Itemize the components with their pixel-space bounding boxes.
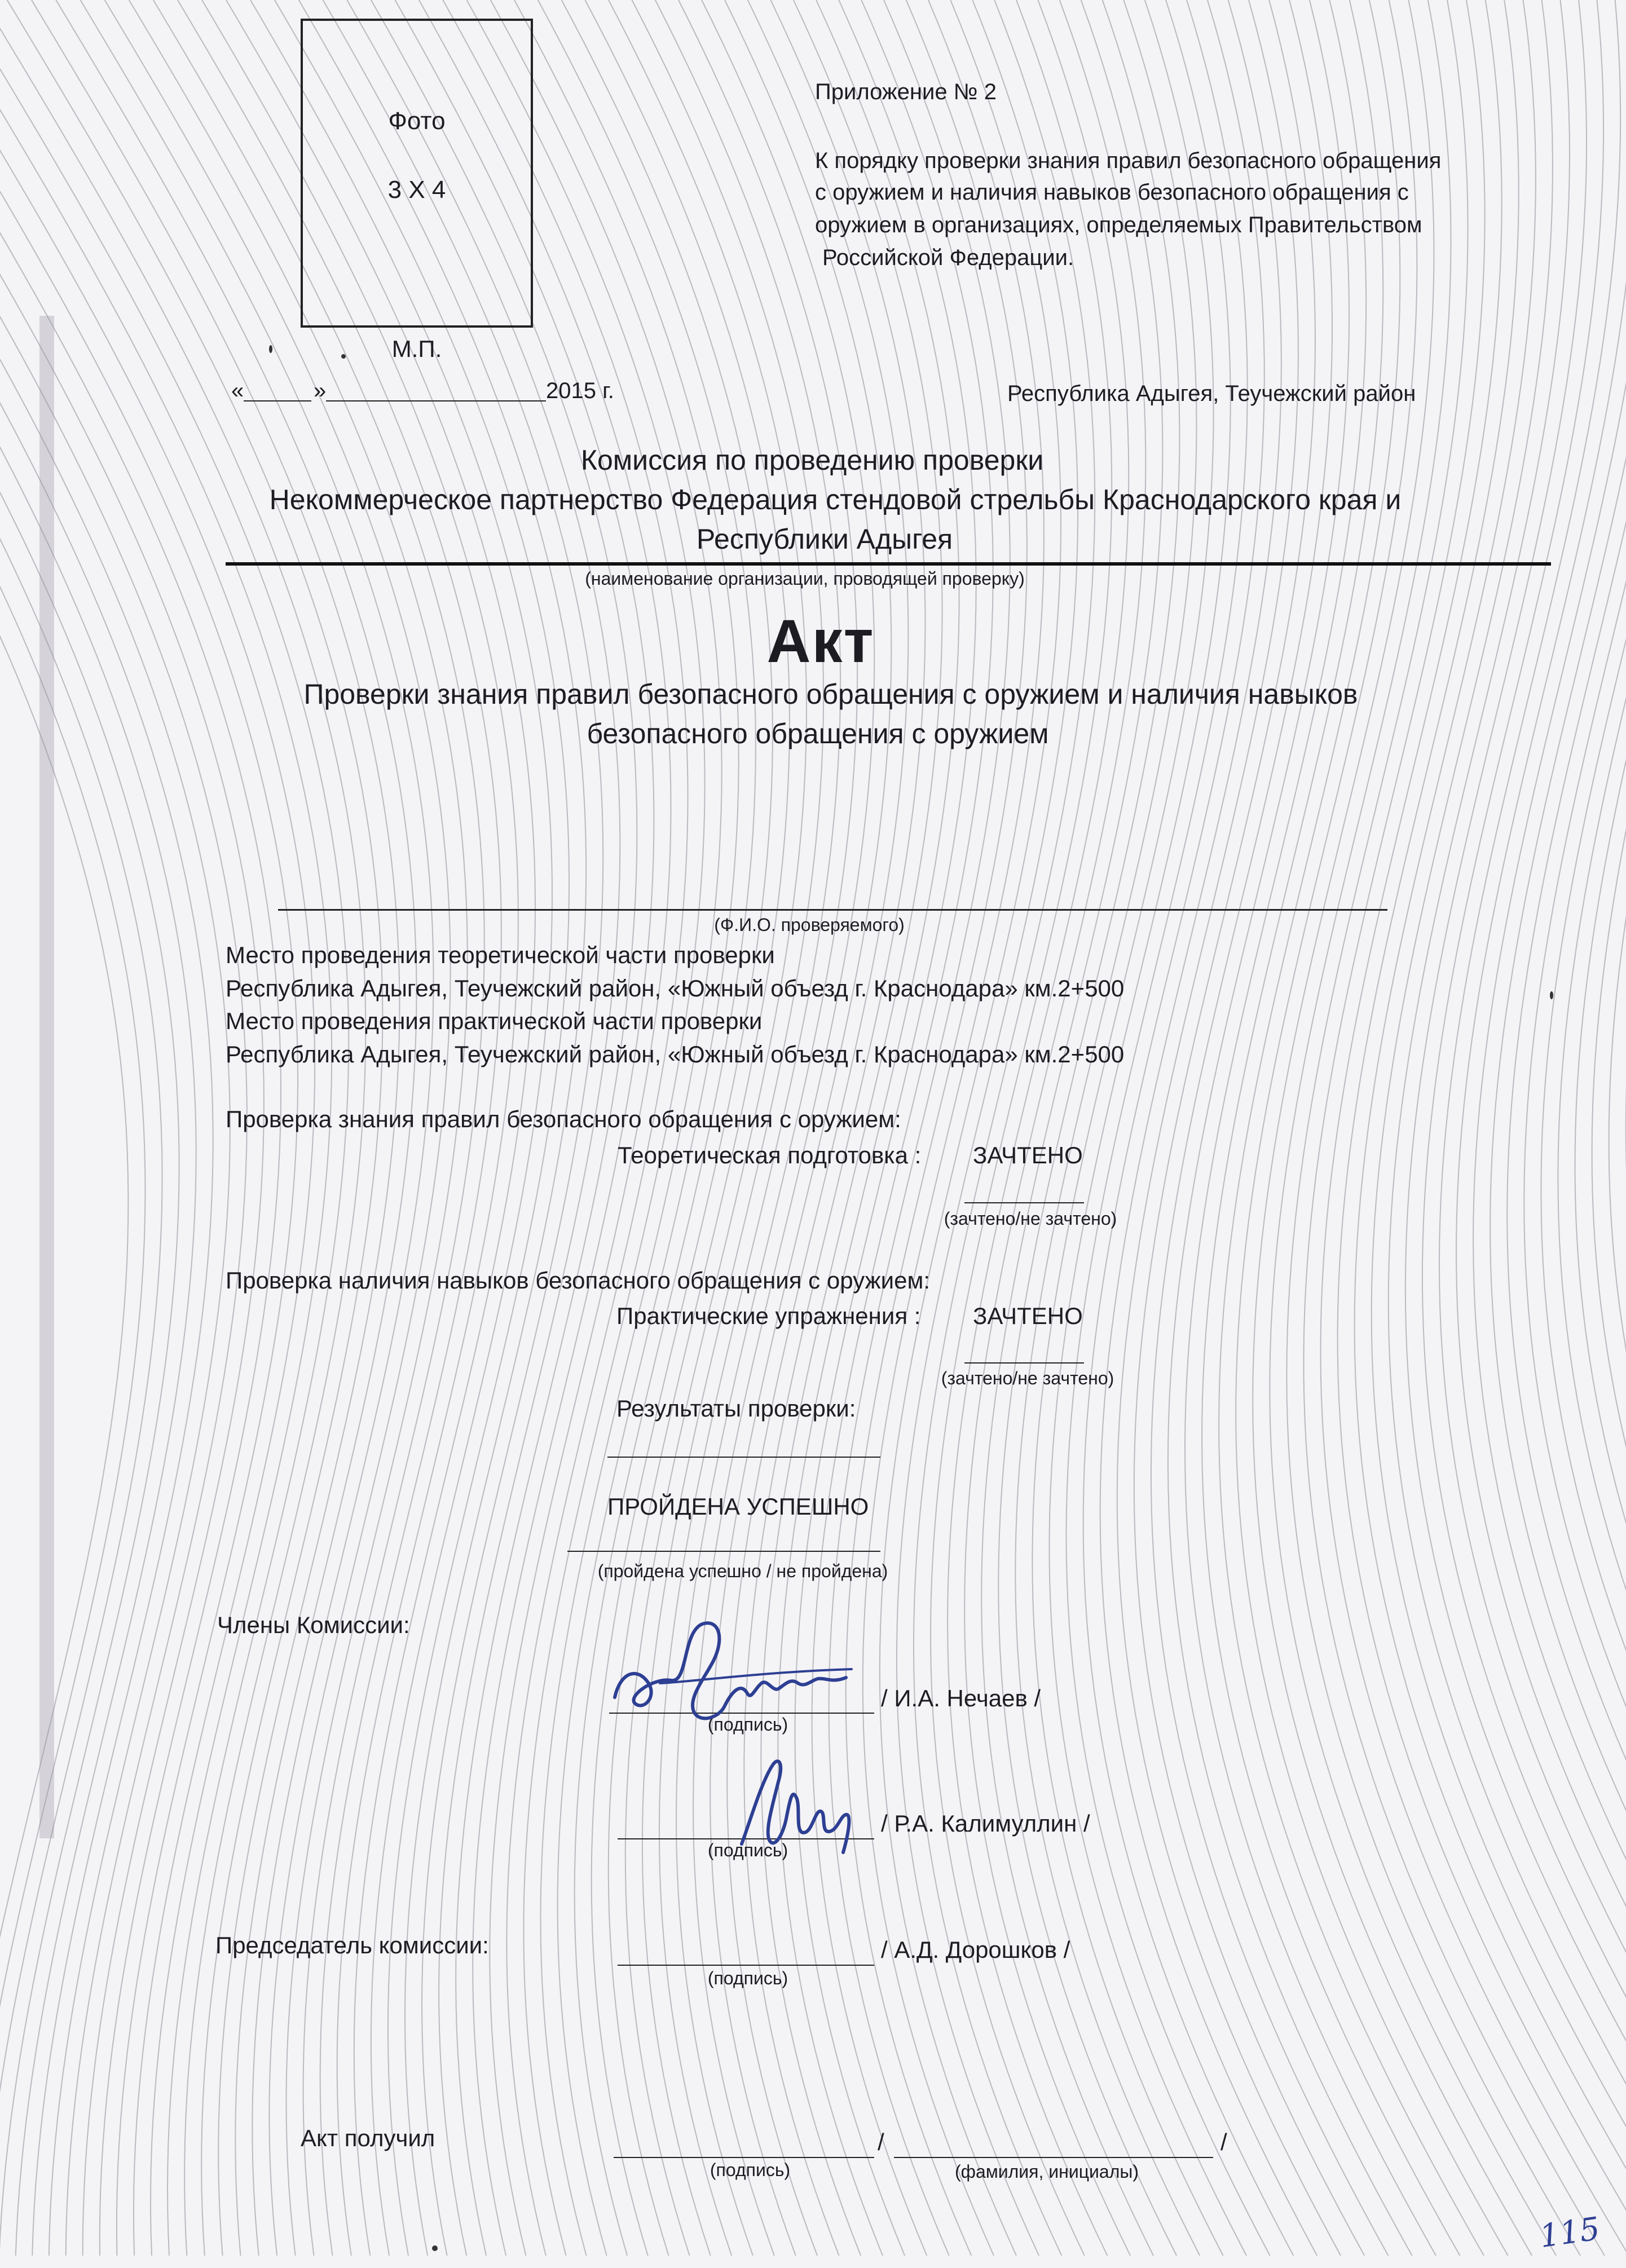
- location-header: Республика Адыгея, Теучежский район: [1007, 381, 1416, 406]
- photo-label: Фото: [388, 107, 446, 135]
- appendix-line: с оружием и наличия навыков безопасного обращения с: [815, 180, 1409, 205]
- commission-title: Комиссия по проведению проверки: [580, 444, 1044, 476]
- chairman-sign-caption: (подпись): [707, 1968, 788, 1988]
- appendix-title: Приложение № 2: [815, 80, 997, 104]
- received-sign-line: [614, 2157, 874, 2158]
- received-slash: /: [878, 2129, 884, 2155]
- results-caption: (пройдена успешно / не пройдена): [597, 1561, 888, 1581]
- chairman-label: Председатель комиссии:: [215, 1932, 489, 1958]
- received-sign-caption: (подпись): [710, 2160, 791, 2180]
- act-subtitle-line2: безопасного обращения с оружием: [587, 718, 1049, 749]
- speck: [432, 2245, 438, 2251]
- page-number-handwritten: 115: [1537, 2210, 1602, 2256]
- speck: [341, 354, 346, 359]
- commission-org-line2: Республики Адыгея: [696, 523, 953, 555]
- speck: [269, 345, 272, 353]
- member2-name: / Р.А. Калимуллин /: [881, 1810, 1090, 1837]
- chairman-sign-line: [618, 1965, 874, 1966]
- commission-org-line1: Некоммерческое партнерство Федерация стендовой стрельбы Краснодарского края и: [269, 484, 1402, 515]
- appendix-line: оружием в организациях, определяемых Правительством: [815, 213, 1422, 237]
- practice-check-caption: (зачтено/не зачтено): [941, 1368, 1114, 1388]
- chairman-name: / А.Д. Дорошков /: [881, 1936, 1070, 1963]
- practice-check-heading: Проверка наличия навыков безопасного обращения с оружием:: [226, 1267, 931, 1294]
- member2-signature: [730, 1748, 860, 1861]
- results-value: ПРОЙДЕНА УСПЕШНО: [607, 1493, 869, 1520]
- member1-name: / И.А. Нечаев /: [881, 1685, 1041, 1711]
- org-caption: (наименование организации, проводящей проверку): [585, 568, 1025, 589]
- fio-line: [278, 909, 1387, 911]
- speck: [1550, 991, 1553, 999]
- act-subtitle-line1: Проверки знания правил безопасного обращения с оружием и наличия навыков: [303, 678, 1358, 710]
- appendix-line: К порядку проверки знания правил безопасного обращения: [815, 148, 1442, 173]
- theory-check-value: ЗАЧТЕНО: [973, 1142, 1083, 1168]
- date-open-quote: «: [231, 378, 244, 403]
- date-year: 2015 г.: [546, 378, 614, 403]
- results-label: Результаты проверки:: [616, 1395, 856, 1422]
- theory-place-label: Место проведения теоретической части проверки: [226, 942, 775, 968]
- practice-check-line: [964, 1362, 1084, 1364]
- act-title: Акт: [766, 607, 875, 675]
- theory-place-value: Республика Адыгея, Теучежский район, «Южный объезд г. Краснодара» км.2+500: [226, 975, 1125, 1001]
- members-label: Члены Комиссии:: [217, 1612, 410, 1638]
- photo-placeholder-box: [301, 19, 533, 328]
- date-day-line: [244, 400, 311, 401]
- member2-sign-caption: (подпись): [707, 1840, 788, 1860]
- practice-place-value: Республика Адыгея, Теучежский район, «Южный объезд г. Краснодара» км.2+500: [226, 1041, 1125, 1067]
- theory-check-line: [964, 1202, 1084, 1203]
- photo-size: 3 Х 4: [387, 176, 446, 204]
- theory-check-caption: (зачтено/не зачтено): [944, 1208, 1117, 1229]
- act-received-label: Акт получил: [301, 2125, 435, 2151]
- fio-caption: (Ф.И.О. проверяемого): [714, 915, 905, 935]
- theory-check-label: Теоретическая подготовка :: [618, 1142, 922, 1168]
- practice-check-value: ЗАЧТЕНО: [973, 1303, 1083, 1329]
- theory-check-heading: Проверка знания правил безопасного обращения с оружием:: [226, 1106, 901, 1132]
- received-name-line: [894, 2157, 1213, 2158]
- member1-signature: [603, 1599, 863, 1740]
- member1-sign-caption: (подпись): [707, 1714, 788, 1735]
- date-month-line: [326, 400, 546, 401]
- results-value-line: [567, 1551, 880, 1552]
- practice-check-label: Практические упражнения :: [616, 1303, 921, 1329]
- practice-place-label: Место проведения практической части проверки: [226, 1008, 763, 1034]
- results-line: [607, 1457, 880, 1458]
- date-close-quote: »: [314, 378, 327, 403]
- org-underline: [226, 562, 1551, 566]
- received-slash-end: /: [1220, 2129, 1227, 2155]
- appendix-line: Российской Федерации.: [822, 245, 1074, 270]
- received-name-caption: (фамилия, инициалы): [954, 2161, 1139, 2182]
- stamp-place-label: М.П.: [391, 336, 442, 362]
